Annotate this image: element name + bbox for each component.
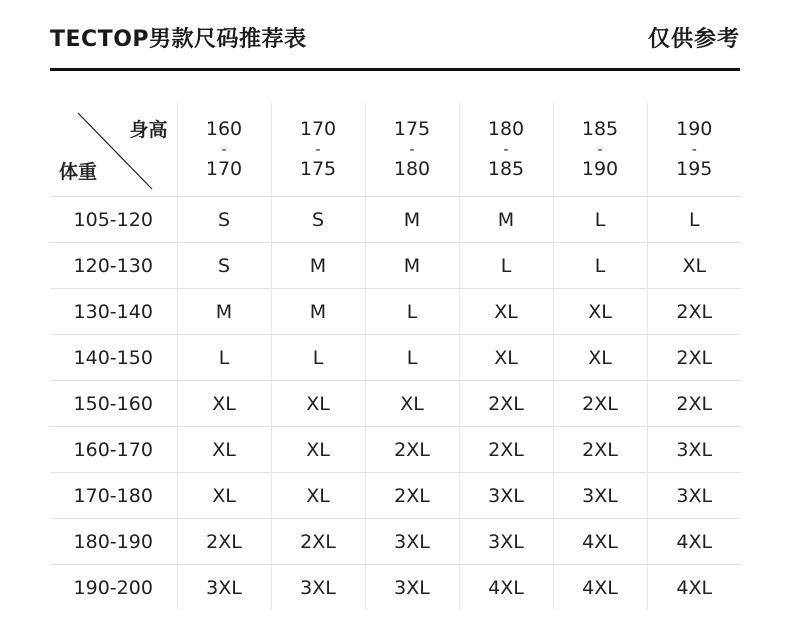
- corner-cell: [50, 103, 177, 197]
- size-cell: 3XL: [647, 427, 741, 473]
- size-cell: 3XL: [647, 473, 741, 519]
- height-from: 160: [205, 118, 243, 140]
- height-range-header: [647, 103, 741, 197]
- height-to: 175: [299, 158, 337, 180]
- table-row: [50, 289, 741, 335]
- size-cell: 3XL: [365, 519, 459, 565]
- size-cell: 3XL: [459, 519, 553, 565]
- size-cell: XL: [177, 473, 271, 519]
- table-row: [50, 565, 741, 611]
- size-cell: 3XL: [177, 565, 271, 611]
- height-sep: -: [597, 142, 603, 158]
- height-range-header: [177, 103, 271, 197]
- weight-range-cell: 140-150: [50, 335, 177, 381]
- size-cell: 4XL: [459, 565, 553, 611]
- weight-range-cell: 170-180: [50, 473, 177, 519]
- size-cell: XL: [177, 427, 271, 473]
- height-from: 190: [676, 118, 713, 140]
- size-chart-table: [50, 103, 741, 610]
- size-cell: L: [177, 335, 271, 381]
- height-from: 170: [299, 118, 337, 140]
- table-row: [50, 473, 741, 519]
- size-cell: 4XL: [553, 565, 647, 611]
- height-sep: -: [691, 142, 697, 158]
- table-row: [50, 243, 741, 289]
- size-cell: 4XL: [647, 565, 741, 611]
- size-cell: 3XL: [459, 473, 553, 519]
- height-axis-label: 身高: [129, 119, 168, 141]
- header-divider: [50, 68, 740, 71]
- size-cell: XL: [365, 381, 459, 427]
- size-cell: XL: [177, 381, 271, 427]
- size-cell: XL: [271, 381, 365, 427]
- size-cell: XL: [553, 289, 647, 335]
- table-row: [50, 335, 741, 381]
- size-cell: S: [271, 197, 365, 243]
- size-cell: 4XL: [647, 519, 741, 565]
- weight-range-cell: 120-130: [50, 243, 177, 289]
- size-cell: 2XL: [647, 381, 741, 427]
- size-cell: 2XL: [647, 289, 741, 335]
- height-from: 175: [393, 118, 431, 140]
- height-header-row: [50, 103, 741, 197]
- height-range-header: [365, 103, 459, 197]
- size-cell: M: [177, 289, 271, 335]
- weight-range-cell: 180-190: [50, 519, 177, 565]
- table-row: [50, 519, 741, 565]
- size-cell: 2XL: [177, 519, 271, 565]
- size-cell: 3XL: [553, 473, 647, 519]
- page-title: TECTOP男款尺码推荐表: [50, 27, 307, 52]
- reference-note: 仅供参考: [647, 27, 740, 52]
- size-cell: 2XL: [365, 473, 459, 519]
- height-sep: -: [315, 142, 321, 158]
- height-sep: -: [221, 142, 227, 158]
- size-cell: M: [271, 243, 365, 289]
- size-cell: 2XL: [271, 519, 365, 565]
- size-cell: S: [177, 243, 271, 289]
- height-to: 190: [581, 158, 619, 180]
- height-from: 185: [581, 118, 619, 140]
- size-cell: XL: [271, 473, 365, 519]
- size-cell: L: [647, 197, 741, 243]
- size-cell: XL: [459, 335, 553, 381]
- size-cell: L: [553, 197, 647, 243]
- height-from: 180: [487, 118, 525, 140]
- size-cell: 2XL: [647, 335, 741, 381]
- height-sep: -: [409, 142, 415, 158]
- size-cell: L: [459, 243, 553, 289]
- table-row: [50, 381, 741, 427]
- size-cell: XL: [271, 427, 365, 473]
- height-to: 185: [487, 158, 525, 180]
- height-to: 195: [676, 158, 713, 180]
- table-row: [50, 197, 741, 243]
- size-cell: 2XL: [365, 427, 459, 473]
- size-cell: L: [365, 335, 459, 381]
- size-cell: XL: [459, 289, 553, 335]
- height-to: 180: [393, 158, 431, 180]
- size-cell: 4XL: [553, 519, 647, 565]
- size-cell: L: [271, 335, 365, 381]
- size-cell: 3XL: [271, 565, 365, 611]
- size-cell: M: [271, 289, 365, 335]
- height-range-header: [459, 103, 553, 197]
- size-cell: 2XL: [459, 427, 553, 473]
- size-cell: M: [459, 197, 553, 243]
- height-sep: -: [503, 142, 509, 158]
- size-cell: 3XL: [365, 565, 459, 611]
- weight-axis-label: 体重: [59, 161, 98, 183]
- size-cell: XL: [553, 335, 647, 381]
- size-cell: S: [177, 197, 271, 243]
- height-range-header: [553, 103, 647, 197]
- page-header: [50, 22, 740, 56]
- height-to: 170: [205, 158, 243, 180]
- size-cell: XL: [647, 243, 741, 289]
- weight-range-cell: 105-120: [50, 197, 177, 243]
- table-row: [50, 427, 741, 473]
- size-cell: L: [365, 289, 459, 335]
- size-cell: 2XL: [553, 427, 647, 473]
- weight-range-cell: 190-200: [73, 576, 153, 599]
- weight-range-cell: 160-170: [50, 427, 177, 473]
- height-range-header: [271, 103, 365, 197]
- size-cell: 2XL: [459, 381, 553, 427]
- weight-range-cell: 130-140: [50, 289, 177, 335]
- size-cell: M: [365, 197, 459, 243]
- weight-range-cell: 150-160: [50, 381, 177, 427]
- size-cell: L: [553, 243, 647, 289]
- size-cell: 2XL: [553, 381, 647, 427]
- size-cell: M: [365, 243, 459, 289]
